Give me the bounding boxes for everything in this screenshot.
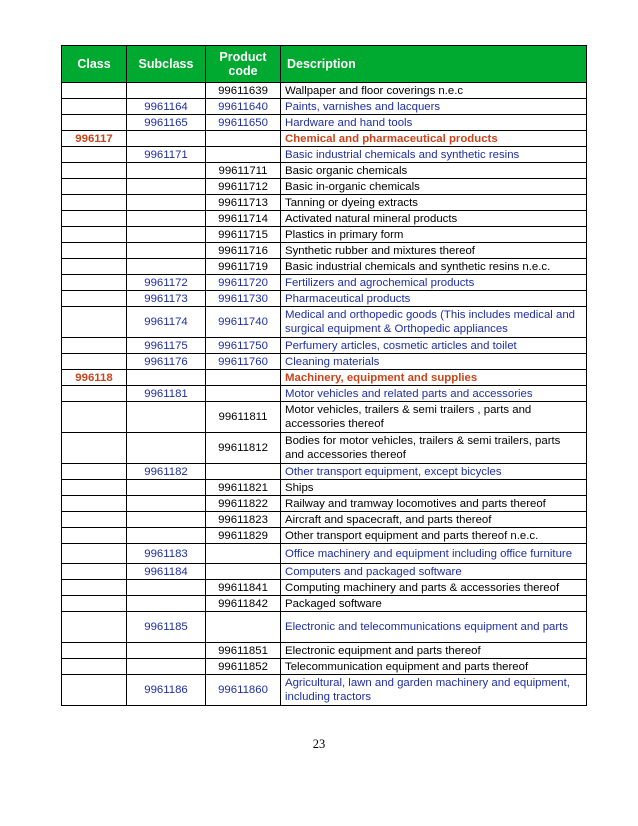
description-cell: Office machinery and equipment including office furniture — [281, 544, 587, 564]
subclass-cell: 9961175 — [127, 338, 206, 354]
product-code-cell — [206, 544, 281, 564]
product-row — [62, 83, 587, 99]
product-row — [62, 227, 587, 243]
subclass-cell: 9961182 — [127, 464, 206, 480]
product-row — [62, 659, 587, 675]
description-cell: Basic industrial chemicals and synthetic resins n.e.c. — [281, 259, 587, 275]
subclass-cell — [127, 433, 206, 464]
subclass-cell: 9961171 — [127, 147, 206, 163]
subclass-cell: 9961164 — [127, 99, 206, 115]
subclass-cell — [127, 659, 206, 675]
product-code-cell: 99611740 — [206, 307, 281, 338]
subclass-cell: 9961181 — [127, 386, 206, 402]
subclass-cell — [127, 131, 206, 147]
product-row — [62, 528, 587, 544]
class-cell — [62, 147, 127, 163]
subclass-cell: 9961172 — [127, 275, 206, 291]
product-code-cell: 99611823 — [206, 512, 281, 528]
description-cell: Motor vehicles and related parts and accessories — [281, 386, 587, 402]
subclass-cell — [127, 496, 206, 512]
product-code-cell: 99611860 — [206, 675, 281, 706]
subclass-cell: 9961165 — [127, 115, 206, 131]
subclass-cell — [127, 402, 206, 433]
description-cell: Railway and tramway locomotives and parts thereof — [281, 496, 587, 512]
product-code-cell: 99611851 — [206, 643, 281, 659]
class-cell — [62, 612, 127, 643]
description-cell: Bodies for motor vehicles, trailers & semi trailers, parts and accessories thereof — [281, 433, 587, 464]
description-cell: Cleaning materials — [281, 354, 587, 370]
product-row — [62, 512, 587, 528]
product-code-cell — [206, 564, 281, 580]
header-product-code-line2: code — [228, 64, 258, 78]
class-cell — [62, 528, 127, 544]
product-code-cell: 99611650 — [206, 115, 281, 131]
class-cell — [62, 195, 127, 211]
product-code-cell: 99611750 — [206, 338, 281, 354]
description-cell: Machinery, equipment and supplies — [281, 370, 587, 386]
description-cell: Chemical and pharmaceutical products — [281, 131, 587, 147]
product-code-cell: 99611720 — [206, 275, 281, 291]
subclass-row — [62, 115, 587, 131]
class-cell — [62, 659, 127, 675]
product-row — [62, 496, 587, 512]
subclass-row — [62, 675, 587, 706]
hsn-code-table — [61, 45, 587, 706]
subclass-cell — [127, 259, 206, 275]
class-cell — [62, 211, 127, 227]
subclass-row — [62, 307, 587, 338]
subclass-row — [62, 338, 587, 354]
subclass-row — [62, 291, 587, 307]
description-cell: Basic industrial chemicals and synthetic resins — [281, 147, 587, 163]
description-cell: Computers and packaged software — [281, 564, 587, 580]
subclass-cell: 9961183 — [127, 544, 206, 564]
header-product-code — [206, 46, 281, 83]
description-cell: Paints, varnishes and lacquers — [281, 99, 587, 115]
subclass-cell: 9961186 — [127, 675, 206, 706]
description-cell: Pharmaceutical products — [281, 291, 587, 307]
subclass-cell — [127, 243, 206, 259]
description-cell: Plastics in primary form — [281, 227, 587, 243]
class-cell: 996117 — [62, 131, 127, 147]
header-description: Description — [281, 46, 587, 83]
subclass-cell: 9961176 — [127, 354, 206, 370]
subclass-cell — [127, 83, 206, 99]
subclass-cell: 9961184 — [127, 564, 206, 580]
product-code-cell: 99611821 — [206, 480, 281, 496]
description-cell: Fertilizers and agrochemical products — [281, 275, 587, 291]
product-row — [62, 643, 587, 659]
subclass-row — [62, 275, 587, 291]
product-code-cell — [206, 370, 281, 386]
subclass-cell — [127, 227, 206, 243]
subclass-cell — [127, 480, 206, 496]
class-cell — [62, 675, 127, 706]
product-code-cell: 99611711 — [206, 163, 281, 179]
class-cell — [62, 480, 127, 496]
product-row — [62, 259, 587, 275]
product-row — [62, 195, 587, 211]
class-cell: 996118 — [62, 370, 127, 386]
product-code-cell — [206, 464, 281, 480]
subclass-cell — [127, 370, 206, 386]
product-row — [62, 211, 587, 227]
subclass-row — [62, 544, 587, 564]
product-row — [62, 179, 587, 195]
product-code-cell: 99611713 — [206, 195, 281, 211]
class-cell — [62, 544, 127, 564]
subclass-cell — [127, 643, 206, 659]
product-code-cell: 99611852 — [206, 659, 281, 675]
product-code-cell: 99611639 — [206, 83, 281, 99]
class-cell — [62, 580, 127, 596]
class-row — [62, 370, 587, 386]
product-row — [62, 402, 587, 433]
product-row — [62, 433, 587, 464]
description-cell: Aircraft and spacecraft, and parts thereof — [281, 512, 587, 528]
class-cell — [62, 433, 127, 464]
product-code-cell: 99611842 — [206, 596, 281, 612]
class-cell — [62, 99, 127, 115]
description-cell: Hardware and hand tools — [281, 115, 587, 131]
description-cell: Other transport equipment, except bicycles — [281, 464, 587, 480]
product-code-cell: 99611811 — [206, 402, 281, 433]
class-cell — [62, 338, 127, 354]
product-code-cell: 99611760 — [206, 354, 281, 370]
subclass-row — [62, 612, 587, 643]
subclass-cell — [127, 580, 206, 596]
product-code-cell: 99611822 — [206, 496, 281, 512]
description-cell: Other transport equipment and parts thereof n.e.c. — [281, 528, 587, 544]
product-code-cell — [206, 612, 281, 643]
class-cell — [62, 163, 127, 179]
class-cell — [62, 402, 127, 433]
subclass-cell — [127, 211, 206, 227]
subclass-cell — [127, 179, 206, 195]
subclass-row — [62, 464, 587, 480]
description-cell: Activated natural mineral products — [281, 211, 587, 227]
product-row — [62, 596, 587, 612]
product-code-cell: 99611730 — [206, 291, 281, 307]
description-cell: Telecommunication equipment and parts thereof — [281, 659, 587, 675]
description-cell: Basic organic chemicals — [281, 163, 587, 179]
product-row — [62, 580, 587, 596]
description-cell: Computing machinery and parts & accessories thereof — [281, 580, 587, 596]
subclass-row — [62, 386, 587, 402]
product-code-cell — [206, 147, 281, 163]
description-cell: Medical and orthopedic goods (This includes medical and surgical equipment & Orthopedic appliances — [281, 307, 587, 338]
product-row — [62, 243, 587, 259]
class-row — [62, 131, 587, 147]
subclass-cell — [127, 195, 206, 211]
class-cell — [62, 512, 127, 528]
page-number: 23 — [312, 737, 326, 751]
description-cell: Packaged software — [281, 596, 587, 612]
product-code-cell: 99611715 — [206, 227, 281, 243]
product-row — [62, 163, 587, 179]
class-cell — [62, 243, 127, 259]
subclass-cell — [127, 596, 206, 612]
description-cell: Wallpaper and floor coverings n.e.c — [281, 83, 587, 99]
subclass-cell: 9961173 — [127, 291, 206, 307]
class-cell — [62, 179, 127, 195]
product-code-cell — [206, 131, 281, 147]
subclass-cell: 9961185 — [127, 612, 206, 643]
class-cell — [62, 464, 127, 480]
header-product-code-line1: Product — [219, 50, 267, 64]
subclass-row — [62, 147, 587, 163]
class-cell — [62, 291, 127, 307]
class-cell — [62, 259, 127, 275]
description-cell: Basic in-organic chemicals — [281, 179, 587, 195]
description-cell: Motor vehicles, trailers & semi trailers , parts and accessories thereof — [281, 402, 587, 433]
product-code-cell: 99611712 — [206, 179, 281, 195]
description-cell: Agricultural, lawn and garden machinery and equipment, including tractors — [281, 675, 587, 706]
product-code-cell: 99611829 — [206, 528, 281, 544]
subclass-row — [62, 99, 587, 115]
header-subclass: Subclass — [127, 46, 206, 83]
class-cell — [62, 227, 127, 243]
product-code-cell: 99611716 — [206, 243, 281, 259]
subclass-row — [62, 354, 587, 370]
class-cell — [62, 83, 127, 99]
class-cell — [62, 496, 127, 512]
description-cell: Tanning or dyeing extracts — [281, 195, 587, 211]
table-header — [62, 46, 587, 83]
class-cell — [62, 386, 127, 402]
subclass-row — [62, 564, 587, 580]
description-cell: Perfumery articles, cosmetic articles and toilet — [281, 338, 587, 354]
class-cell — [62, 115, 127, 131]
class-cell — [62, 307, 127, 338]
description-cell: Electronic and telecommunications equipment and parts — [281, 612, 587, 643]
header-class: Class — [62, 46, 127, 83]
product-code-cell: 99611812 — [206, 433, 281, 464]
description-cell: Electronic equipment and parts thereof — [281, 643, 587, 659]
product-code-cell: 99611640 — [206, 99, 281, 115]
subclass-cell: 9961174 — [127, 307, 206, 338]
subclass-cell — [127, 528, 206, 544]
class-cell — [62, 564, 127, 580]
header-row — [62, 46, 587, 83]
description-cell: Synthetic rubber and mixtures thereof — [281, 243, 587, 259]
product-code-cell: 99611714 — [206, 211, 281, 227]
class-cell — [62, 354, 127, 370]
class-cell — [62, 643, 127, 659]
product-code-cell — [206, 386, 281, 402]
subclass-cell — [127, 512, 206, 528]
class-cell — [62, 596, 127, 612]
product-row — [62, 480, 587, 496]
class-cell — [62, 275, 127, 291]
description-cell: Ships — [281, 480, 587, 496]
product-code-cell: 99611841 — [206, 580, 281, 596]
subclass-cell — [127, 163, 206, 179]
product-code-cell: 99611719 — [206, 259, 281, 275]
table-body — [62, 83, 587, 706]
